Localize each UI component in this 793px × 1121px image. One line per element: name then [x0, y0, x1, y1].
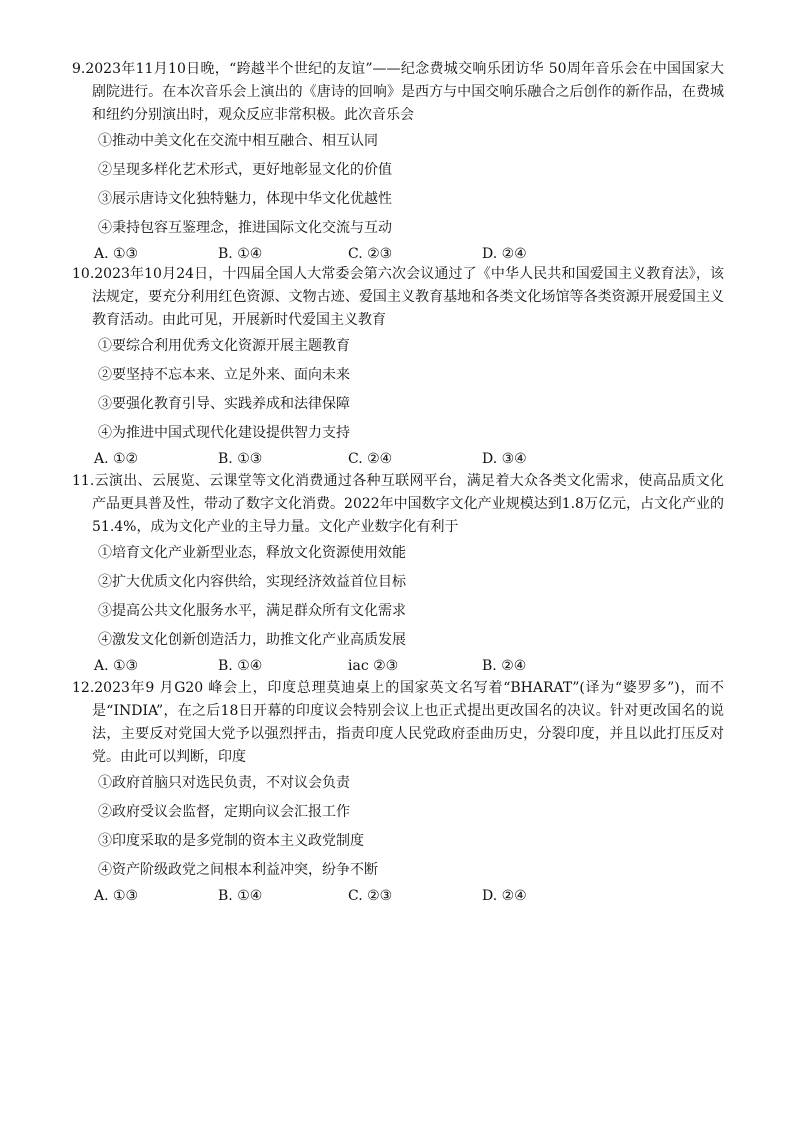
question-number: 11.	[72, 473, 95, 489]
option-3: ③要强化教育引导、实践养成和法律保障	[98, 396, 350, 412]
choice-d: D. ③④	[482, 451, 527, 467]
question-number: 10.	[72, 266, 95, 282]
choice-d: D. ②④	[482, 246, 527, 262]
option-3: ③提高公共文化服务水平，满足群众所有文化需求	[98, 603, 406, 619]
question-number: 9.	[72, 61, 86, 77]
option-4: ④为推进中国式现代化建设提供智力支持	[98, 425, 350, 441]
question-number: 12.	[72, 680, 95, 696]
choice-a: A. ①③	[94, 246, 139, 262]
option-4: ④激发文化创新创造活力，助推文化产业高质发展	[98, 632, 406, 648]
option-3: ③印度采取的是多党制的资本主义政党制度	[98, 833, 364, 849]
choice-b: B. ①③	[218, 451, 263, 467]
choice-d: B. ②④	[482, 658, 527, 674]
option-1: ①推动中美文化在交流中相互融合、相互认同	[98, 133, 378, 149]
choice-a: A. ①③	[94, 658, 139, 674]
option-2: ②要坚持不忘本来、立足外来、面向未来	[98, 367, 350, 383]
choice-a: A. ①②	[94, 451, 139, 467]
choice-d: D. ②④	[482, 888, 527, 904]
question-12	[72, 677, 724, 908]
answer-choices	[72, 886, 724, 908]
option-3: ③展示唐诗文化独特魅力，体现中华文化优越性	[98, 191, 392, 207]
question-10	[72, 263, 724, 471]
question-stem	[72, 470, 724, 539]
option-2: ②呈现多样化艺术形式，更好地彰显文化的价值	[98, 162, 392, 178]
option-1: ①要综合利用优秀文化资源开展主题教育	[98, 338, 350, 354]
choice-c: C. ②④	[348, 451, 393, 467]
option-1: ①培育文化产业新型业态，释放文化资源使用效能	[98, 545, 406, 561]
option-4: ④资产阶级政党之间根本利益冲突，纷争不断	[98, 862, 378, 878]
question-11	[72, 470, 724, 678]
choice-b: B. ①④	[218, 658, 263, 674]
question-stem	[72, 677, 724, 769]
choice-c: C. ②③	[348, 888, 393, 904]
option-1: ①政府首脑只对选民负责，不对议会负责	[98, 775, 350, 791]
answer-choices	[72, 449, 724, 471]
choice-c: C. ②③	[348, 246, 393, 262]
choice-b: B. ①④	[218, 246, 263, 262]
question-stem	[72, 263, 724, 332]
question-stem	[72, 58, 724, 127]
choice-a: A. ①③	[94, 888, 139, 904]
question-text: 2023年11月10日晚，“跨越半个世纪的友谊”——纪念费城交响乐团访华 50周年音乐会在中国国家大剧院进行。在本次音乐会上演出的《唐诗的回响》是西方与中国交响乐融合之后创作的新作品，在费城和纽约分别演出时，观众反应非常积极。此次音乐会	[85, 61, 724, 123]
question-text: 云演出、云展览、云课堂等文化消费通过各种互联网平台，满足着大众各类文化需求，使高品质文化产品更具普及性，带动了数字文化消费。2022年中国数字文化产业规模达到1.8万亿元，占文化产业的 51.4%，成为文化产业的主导力量。文化产业数字化有利于	[92, 473, 724, 535]
answer-choices	[72, 656, 724, 678]
question-text: 2023年9 月G20 峰会上，印度总理莫迪桌上的国家英文名写着“BHARAT”(译为“婆罗多”)，而不是“INDIA”，在之后18日开幕的印度议会特别会议上也正式提出更改国名的决议。针对更改国名的说法，主要反对党国大党予以强烈抨击，指责印度人民党政府歪曲历史，分裂印度，并且以此打压反对党。由此可以判断，印度	[92, 680, 724, 765]
choice-c: iac ②③	[348, 658, 399, 674]
option-2: ②政府受议会监督，定期向议会汇报工作	[98, 804, 350, 820]
question-9	[72, 58, 724, 266]
option-2: ②扩大优质文化内容供给，实现经济效益首位目标	[98, 574, 406, 590]
choice-b: B. ①④	[218, 888, 263, 904]
option-4: ④秉持包容互鉴理念，推进国际文化交流与互动	[98, 220, 392, 236]
question-text: 2023年10月24日，十四届全国人大常委会第六次会议通过了《中华人民共和国爱国主义教育法》，该法规定，要充分利用红色资源、文物古迹、爱国主义教育基地和各类文化场馆等各类资源开展爱国主义教育活动。由此可见，开展新时代爱国主义教育	[92, 266, 724, 328]
